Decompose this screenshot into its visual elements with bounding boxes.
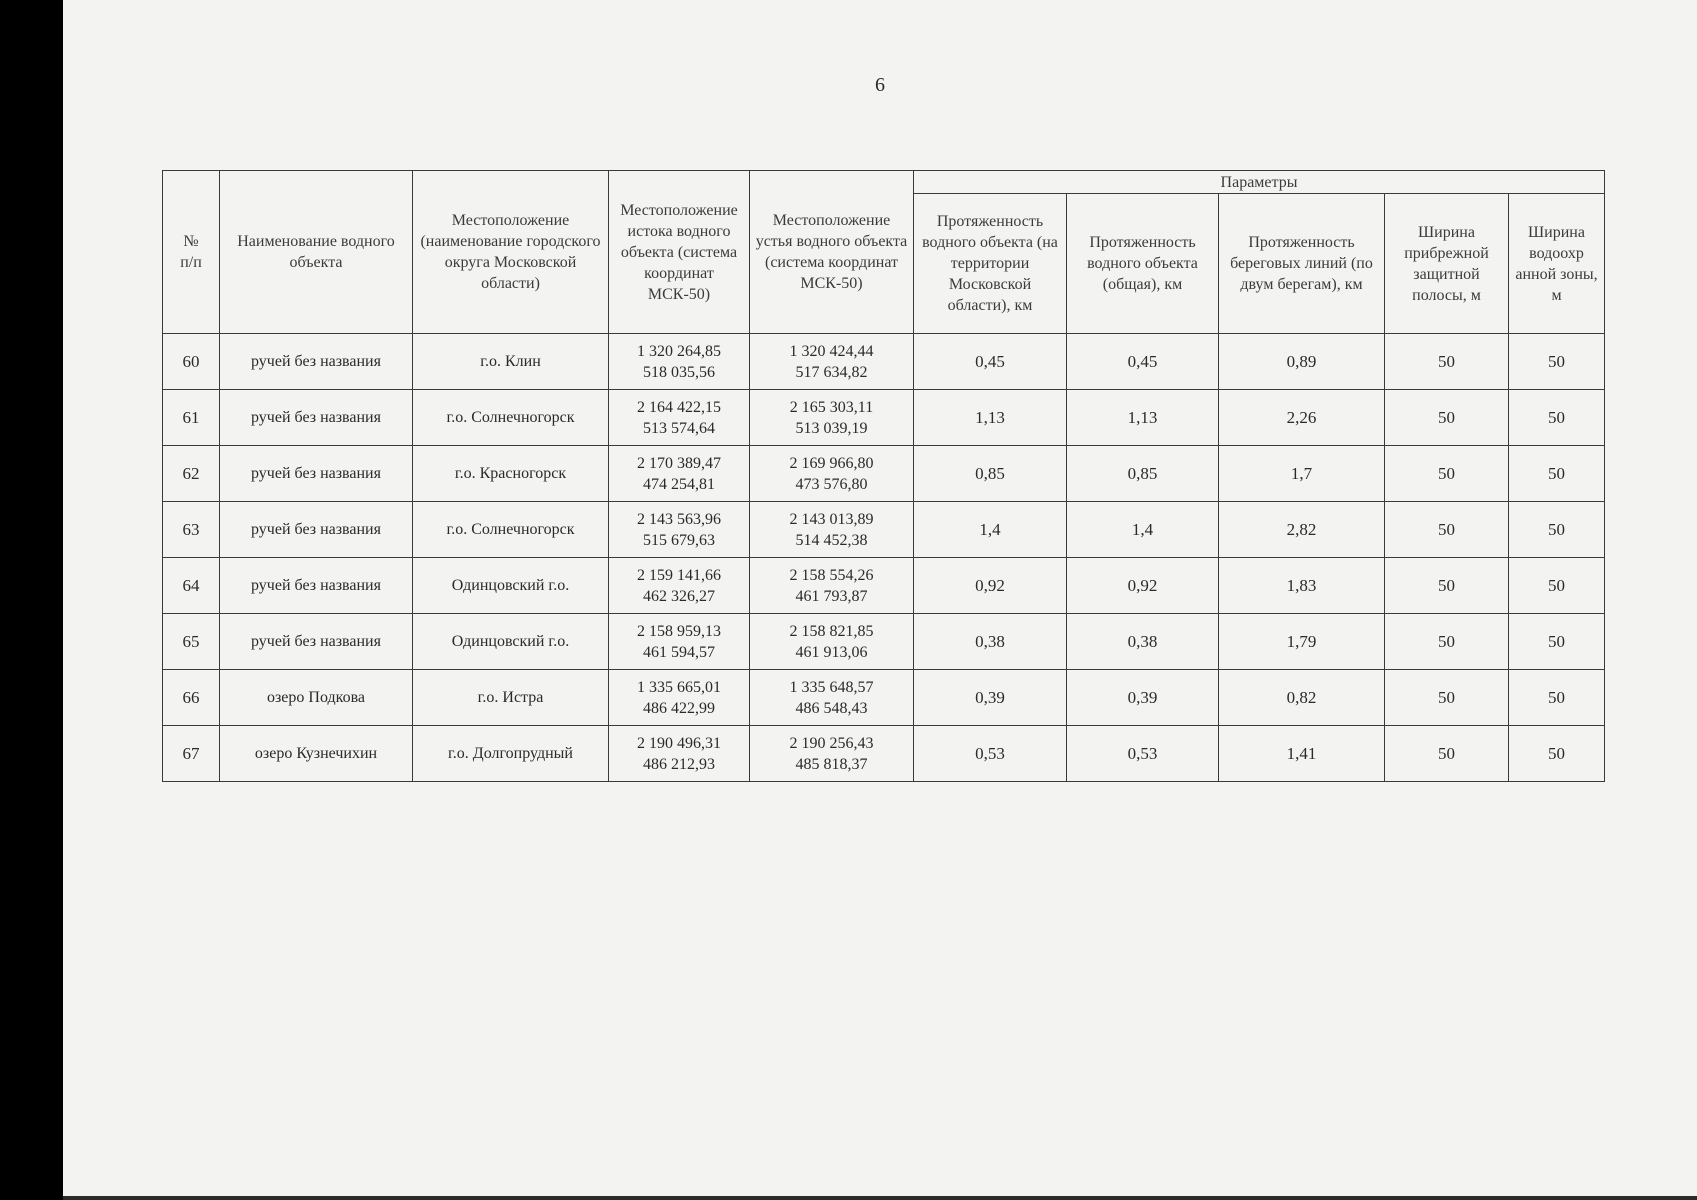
cell-number: 66 (163, 670, 220, 726)
cell-shoreline: 0,89 (1219, 334, 1385, 390)
cell-mouth-coords (750, 502, 914, 558)
header-name: Наименование водного объекта (220, 171, 413, 334)
cell-shoreline: 1,7 (1219, 446, 1385, 502)
table-row (163, 670, 1605, 726)
cell-mouth-coords (750, 726, 914, 782)
cell-water-zone: 50 (1509, 558, 1605, 614)
cell-source-coords (609, 334, 750, 390)
table-header (163, 171, 1605, 334)
cell-location: Одинцовский г.о. (413, 614, 609, 670)
table-row (163, 726, 1605, 782)
cell-number: 63 (163, 502, 220, 558)
coord-y: 473 576,80 (795, 475, 868, 493)
coord-x: 1 335 648,57 (789, 678, 874, 696)
cell-length-total: 0,85 (1067, 446, 1219, 502)
table-row (163, 558, 1605, 614)
coord-y: 513 574,64 (643, 419, 715, 437)
cell-object-name: ручей без названия (220, 334, 413, 390)
coord-x: 2 158 959,13 (637, 622, 721, 640)
cell-length-total: 0,38 (1067, 614, 1219, 670)
scan-bottom-edge (63, 1196, 1697, 1200)
cell-source-coords (609, 670, 750, 726)
coord-y: 461 793,87 (795, 587, 868, 605)
coord-x: 2 143 013,89 (789, 510, 874, 528)
header-shoreline: Протяженность береговых линий (по двум берегам), км (1219, 194, 1385, 334)
cell-coastal-strip: 50 (1385, 670, 1509, 726)
coord-x: 2 159 141,66 (637, 566, 721, 584)
cell-location: г.о. Солнечногорск (413, 502, 609, 558)
coord-x: 2 165 303,11 (789, 398, 874, 416)
coord-y: 474 254,81 (643, 475, 715, 493)
header-number: № п/п (163, 171, 220, 334)
cell-location: г.о. Клин (413, 334, 609, 390)
cell-object-name: озеро Подкова (220, 670, 413, 726)
cell-object-name: ручей без названия (220, 446, 413, 502)
cell-water-zone: 50 (1509, 334, 1605, 390)
cell-coastal-strip: 50 (1385, 446, 1509, 502)
cell-source-coords (609, 726, 750, 782)
page-number: 6 (875, 74, 885, 96)
header-location: Местоположение (наименование городского округа Московской области) (413, 171, 609, 334)
water-objects-table (162, 170, 1605, 782)
cell-object-name: озеро Кузнечихин (220, 726, 413, 782)
coord-x: 1 320 424,44 (789, 342, 874, 360)
cell-object-name: ручей без названия (220, 558, 413, 614)
coord-x: 2 190 496,31 (637, 734, 721, 752)
cell-shoreline: 1,79 (1219, 614, 1385, 670)
cell-number: 65 (163, 614, 220, 670)
cell-number: 60 (163, 334, 220, 390)
coord-y: 514 452,38 (795, 531, 868, 549)
cell-length-region: 0,85 (914, 446, 1067, 502)
cell-water-zone: 50 (1509, 390, 1605, 446)
coord-x: 2 169 966,80 (789, 454, 874, 472)
cell-coastal-strip: 50 (1385, 390, 1509, 446)
coord-x: 2 164 422,15 (637, 398, 721, 416)
header-source: Местоположение истока водного объекта (система координат МСК-50) (609, 171, 750, 334)
cell-length-region: 1,4 (914, 502, 1067, 558)
cell-number: 64 (163, 558, 220, 614)
cell-mouth-coords (750, 334, 914, 390)
cell-length-region: 0,45 (914, 334, 1067, 390)
cell-length-region: 0,38 (914, 614, 1067, 670)
cell-shoreline: 1,83 (1219, 558, 1385, 614)
coord-y: 515 679,63 (643, 531, 715, 549)
cell-length-region: 0,92 (914, 558, 1067, 614)
table-row (163, 446, 1605, 502)
coord-y: 518 035,56 (643, 363, 715, 381)
cell-length-total: 0,53 (1067, 726, 1219, 782)
coord-x: 2 158 554,26 (789, 566, 874, 584)
cell-number: 61 (163, 390, 220, 446)
table-row (163, 502, 1605, 558)
header-length-region: Протяженность водного объекта (на территории Московской области), км (914, 194, 1067, 334)
cell-coastal-strip: 50 (1385, 726, 1509, 782)
scan-black-edge (0, 0, 63, 1200)
table-body (163, 334, 1605, 782)
cell-source-coords (609, 446, 750, 502)
cell-length-total: 0,45 (1067, 334, 1219, 390)
table-row (163, 390, 1605, 446)
cell-coastal-strip: 50 (1385, 502, 1509, 558)
coord-x: 2 143 563,96 (637, 510, 721, 528)
cell-location: Одинцовский г.о. (413, 558, 609, 614)
coord-y: 461 913,06 (795, 643, 868, 661)
cell-number: 62 (163, 446, 220, 502)
cell-coastal-strip: 50 (1385, 334, 1509, 390)
cell-water-zone: 50 (1509, 446, 1605, 502)
header-params-group: Параметры (914, 171, 1605, 194)
cell-length-total: 1,13 (1067, 390, 1219, 446)
cell-location: г.о. Солнечногорск (413, 390, 609, 446)
table-row (163, 334, 1605, 390)
coord-y: 486 548,43 (795, 699, 868, 717)
cell-location: г.о. Красногорск (413, 446, 609, 502)
header-mouth: Местоположение устья водного объекта (система координат МСК-50) (750, 171, 914, 334)
cell-length-total: 1,4 (1067, 502, 1219, 558)
coord-x: 1 335 665,01 (637, 678, 721, 696)
coord-x: 2 170 389,47 (637, 454, 721, 472)
header-water-zone: Ширина водоохр анной зоны, м (1509, 194, 1605, 334)
cell-length-region: 1,13 (914, 390, 1067, 446)
coord-y: 486 422,99 (643, 699, 715, 717)
cell-mouth-coords (750, 614, 914, 670)
coord-y: 517 634,82 (795, 363, 868, 381)
cell-coastal-strip: 50 (1385, 558, 1509, 614)
cell-shoreline: 1,41 (1219, 726, 1385, 782)
coord-x: 2 158 821,85 (789, 622, 874, 640)
coord-y: 486 212,93 (643, 755, 715, 773)
cell-water-zone: 50 (1509, 670, 1605, 726)
cell-location: г.о. Истра (413, 670, 609, 726)
cell-number: 67 (163, 726, 220, 782)
cell-source-coords (609, 558, 750, 614)
cell-source-coords (609, 390, 750, 446)
coord-y: 461 594,57 (643, 643, 715, 661)
cell-length-total: 0,39 (1067, 670, 1219, 726)
cell-shoreline: 2,82 (1219, 502, 1385, 558)
cell-mouth-coords (750, 390, 914, 446)
cell-mouth-coords (750, 446, 914, 502)
cell-water-zone: 50 (1509, 614, 1605, 670)
cell-mouth-coords (750, 558, 914, 614)
cell-length-region: 0,53 (914, 726, 1067, 782)
cell-water-zone: 50 (1509, 502, 1605, 558)
cell-source-coords (609, 614, 750, 670)
cell-source-coords (609, 502, 750, 558)
cell-water-zone: 50 (1509, 726, 1605, 782)
coord-y: 485 818,37 (795, 755, 868, 773)
cell-length-total: 0,92 (1067, 558, 1219, 614)
coord-x: 1 320 264,85 (637, 342, 721, 360)
table-row (163, 614, 1605, 670)
cell-object-name: ручей без названия (220, 502, 413, 558)
coord-y: 462 326,27 (643, 587, 715, 605)
cell-object-name: ручей без названия (220, 390, 413, 446)
coord-x: 2 190 256,43 (789, 734, 874, 752)
cell-length-region: 0,39 (914, 670, 1067, 726)
cell-shoreline: 2,26 (1219, 390, 1385, 446)
cell-mouth-coords (750, 670, 914, 726)
header-coastal-strip: Ширина прибрежной защитной полосы, м (1385, 194, 1509, 334)
coord-y: 513 039,19 (795, 419, 868, 437)
cell-object-name: ручей без названия (220, 614, 413, 670)
cell-location: г.о. Долгопрудный (413, 726, 609, 782)
cell-shoreline: 0,82 (1219, 670, 1385, 726)
header-length-total: Протяженность водного объекта (общая), км (1067, 194, 1219, 334)
cell-coastal-strip: 50 (1385, 614, 1509, 670)
